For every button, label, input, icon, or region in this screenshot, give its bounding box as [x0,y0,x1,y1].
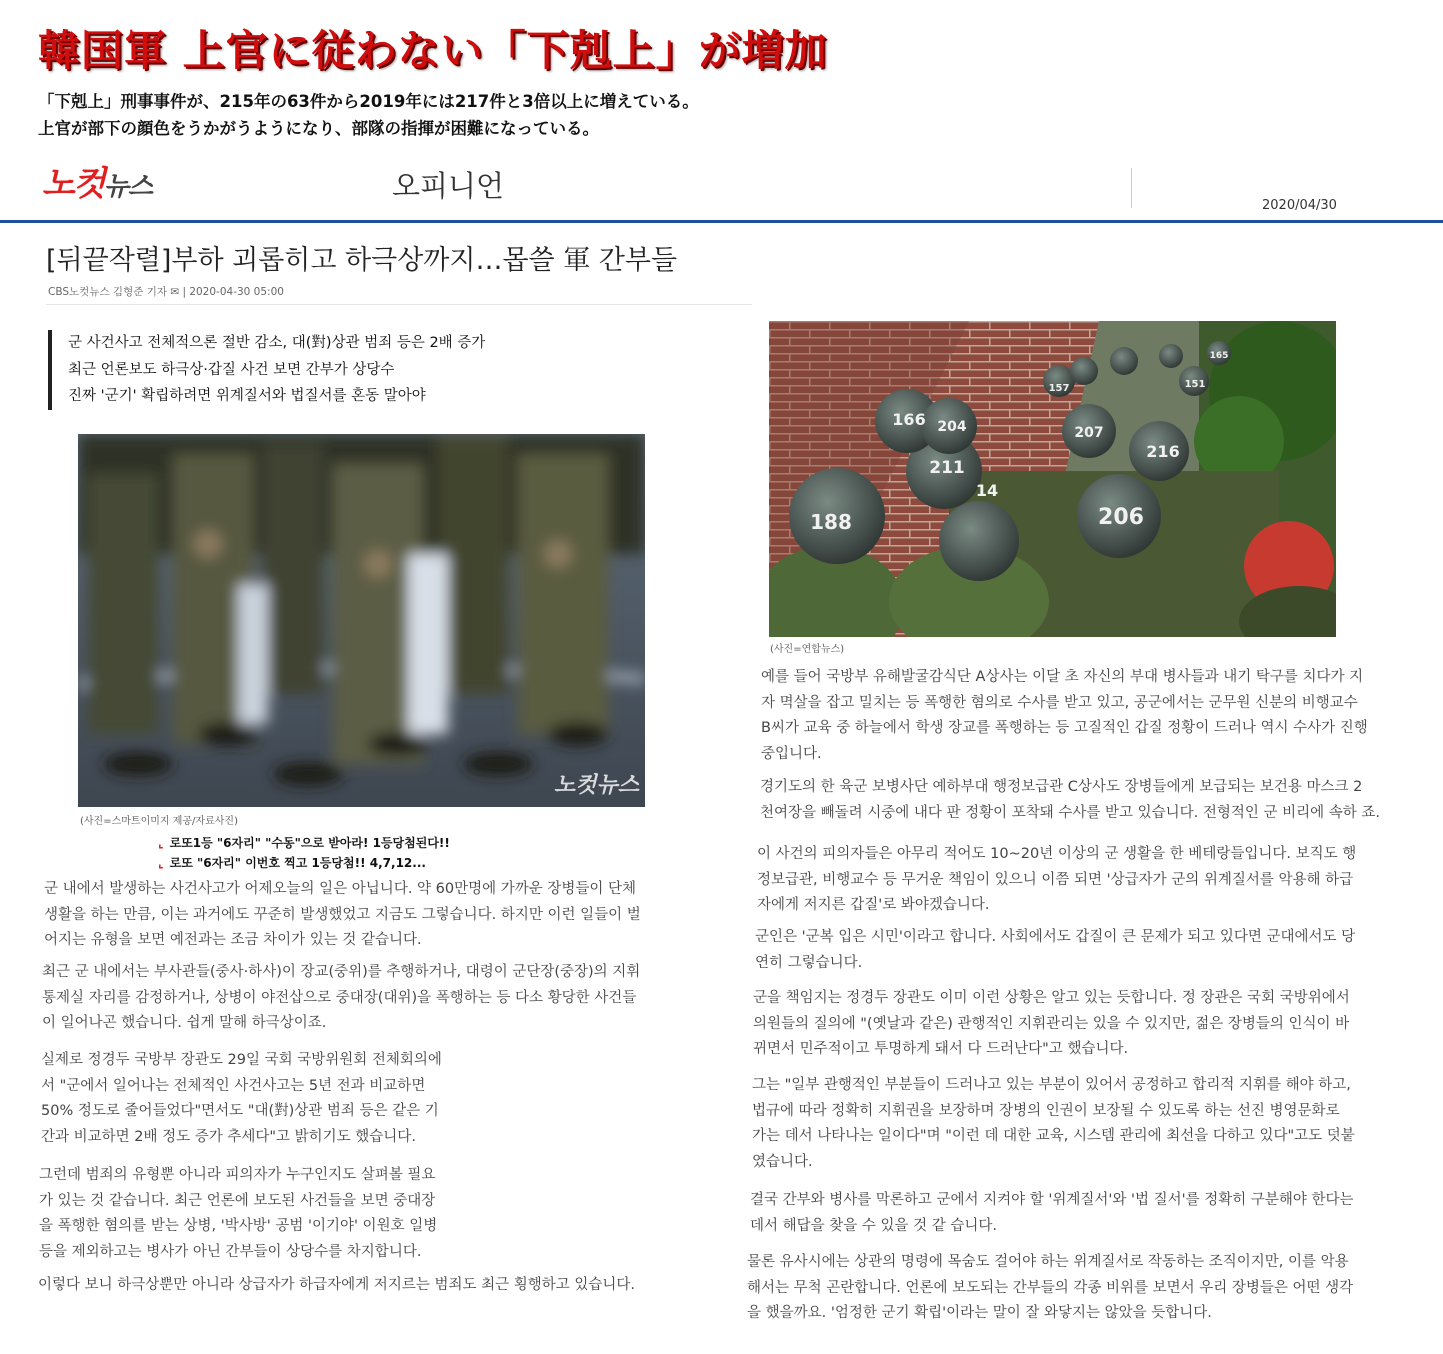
page-date: 2020/04/30 [1262,198,1337,213]
nocut-news-logo[interactable] [42,156,152,205]
photo-marching-soldiers [78,434,645,807]
photo2-caption: (사진=연합뉴스) [770,644,845,655]
related-link-1[interactable] [158,834,450,851]
text-line: 군을 책임지는 정경두 장관도 이미 이런 상황은 알고 있는 듯합니다. 정 장관은 국회 국방위에서 [753,990,1350,1006]
helmet-number: 216 [1146,442,1180,461]
article-byline: CBS노컷뉴스 김형준 기자 ✉ | 2020-04-30 05:00 [48,286,284,298]
photo-watermark: 노컷뉴스 [553,773,639,798]
text-line: 해서는 무척 곤란합니다. 언론에 보도되는 간부들의 각종 비위를 보면서 우리 장병들은 어떤 생각 [747,1279,1354,1296]
photo1-caption: (사진=스마트이미지 제공/자료사진) [80,816,238,827]
paragraph [755,925,1355,976]
helmet-number: 188 [810,510,852,534]
text-line: 중입니다. [761,745,822,762]
banner-line-2: 上官が部下の顔色をうかがうようになり、部隊の指揮が困難になっている。 [38,119,599,138]
text-line: 가는 데서 나타나는 일이다"며 "이런 데 대한 교육, 시스템 관리에 최선을 다하고 있다"고도 덧붙 [752,1128,1355,1144]
helmet-number: 14 [975,481,999,500]
text-line: 예를 들어 국방부 유해발굴감식단 A상사는 이달 초 자신의 부대 병사들과 내기 탁구를 치다가 지 [761,669,1364,685]
text-line: 데서 해답을 찾을 수 있을 것 같 습니다. [750,1217,997,1234]
section-title[interactable]: 오피니언 [392,169,505,203]
bullet-icon: ⌞ [158,836,164,850]
paragraph [760,775,1380,826]
paragraph [44,877,641,954]
text-line: 통제실 자리를 감정하거나, 상병이 야전삽으로 중대장(대위)을 폭행하는 등 다소 황당한 사건들 [42,989,637,1006]
related-link-text: 로또1등 "6자리" "수동"으로 받아라! 1등당첨된다!! [169,836,450,850]
text-line: 이 일어나곤 했습니다. 쉽게 말해 하극상이죠. [42,1015,327,1031]
helmet-number: 211 [929,458,965,478]
text-line: 군인은 '군복 입은 시민'이라고 합니다. 사회에서도 갑질이 큰 문제가 되고 있다면 군대에서도 당 [755,929,1356,945]
helmet-number: 151 [1184,379,1206,390]
text-line: 이렇다 보니 하극상뿐만 아니라 상급자가 하급자에게 저지르는 범죄도 최근 횡행하고 있습니다. [38,1277,635,1293]
text-line: 자 멱살을 잡고 밀치는 등 폭행한 혐의로 수사를 받고 있고, 공군에서는 군무원 신분의 비행교수 [761,694,1358,711]
header-divider [1131,168,1132,208]
paragraph [39,1163,437,1265]
text-line: 연히 그렇습니다. [755,954,863,971]
banner-title: 韓国軍 上官に従わない「下剋上」が増加 [38,26,828,75]
text-line: 결국 간부와 병사를 막론하고 군에서 지켜야 할 '위계질서'와 '법 질서'를 정확히 구분해야 한다는 [750,1192,1354,1208]
paragraph [41,1048,442,1150]
text-line: 경기도의 한 육군 보병사단 예하부대 행정보급관 C상사도 장병들에게 보급되는 보건용 마스크 2 [760,779,1363,795]
text-line: 간과 비교하면 2배 정도 증가 추세다"고 밝히기도 했습니다. [41,1128,416,1145]
text-line: 실제로 정경두 국방부 장관도 29일 국회 국방위원회 전체회의에 [41,1052,442,1068]
text-line: 군 내에서 발생하는 사건사고가 어제오늘의 일은 아닙니다. 약 60만명에 가까운 장병들이 단체 [44,881,637,897]
banner-line-1: 「下剋上」刑事事件が、215年の63件から2019年には217件と3倍以上に増えている。 [38,92,699,111]
text-line: 가 있는 것 같습니다. 최근 언론에 보도된 사건들을 보면 중대장 [39,1192,436,1209]
paragraph [747,1250,1353,1327]
paragraph [38,1273,635,1299]
helmet-number: 165 [1209,351,1229,361]
text-line: 생활을 하는 만큼, 이는 과거에도 꾸준히 발생했었고 지금도 그렇습니다. 하지만 이런 일들이 벌 [44,906,641,923]
logo-part-1: 노컷 [42,164,104,204]
paragraph [42,960,640,1037]
text-line: 였습니다. [752,1153,813,1170]
text-line: 천여장을 빼돌려 시중에 내다 판 정황이 포착돼 수사를 받고 있습니다. 전형적인 군 비리에 속하 죠. [760,804,1381,821]
logo-part-2: 뉴스 [103,172,152,202]
helmet-number: 206 [1098,505,1144,530]
text-line: 자에게 저지른 갑질'로 봐야겠습니다. [757,897,990,913]
text-line: 정보급관, 비행교수 등 무거운 책임이 있으니 이쯤 되면 '상급자가 군의 위계질서를 악용해 하급 [757,871,1354,888]
article-headline: [뒤끝작렬]부하 괴롭히고 하극상까지…몹쓸 軍 간부들 [46,245,678,276]
text-line: 법규에 따라 정확히 지휘권을 보장하며 장병의 인권이 보장될 수 있도록 하는 선진 병영문화로 [752,1102,1340,1119]
text-line: 뀌면서 민주적이고 투명하게 돼서 다 드러난다"고 했습니다. [753,1041,1129,1057]
photo-soldiers-helmets [769,321,1336,637]
paragraph [757,842,1356,919]
helmet-number: 204 [937,419,967,435]
text-line: 을 했을까요. '엄정한 군기 확립'이라는 말이 잘 와닿지는 않았을 듯합니다. [747,1305,1212,1321]
paragraph [753,986,1350,1063]
article-summary [48,330,708,410]
helmet-number: 166 [892,410,926,429]
text-line: 을 폭행한 혐의를 받는 상병, '박사방' 공범 '이기야' 이원호 일병 [39,1218,438,1234]
related-link-text: 로또 "6자리" 이번호 찍고 1등당첨!! 4,7,12... [169,856,426,870]
summary-line: 군 사건사고 전체적으론 절반 감소, 대(對)상관 범죄 등은 2배 증가 [68,335,486,351]
related-link-2[interactable] [158,854,426,871]
text-line: 이 사건의 피의자들은 아무리 적어도 10~20년 이상의 군 생활을 한 베테랑들입니다. 보직도 행 [757,846,1357,862]
text-line: 그는 "일부 관행적인 부분들이 드러나고 있는 부분이 있어서 공정하고 합리적 지휘를 해야 하고, [752,1077,1351,1093]
summary-line: 진짜 '군기' 확립하려면 위계질서와 법질서를 혼동 말아야 [68,388,426,404]
text-line: 그런데 범죄의 유형뿐 아니라 피의자가 누구인지도 살펴볼 필요 [39,1167,436,1183]
text-line: 등을 제외하고는 병사가 아닌 간부들이 상당수를 차지합니다. [39,1243,422,1260]
paragraph [752,1073,1355,1175]
text-line: 서 "군에서 일어나는 전체적인 사건사고는 5년 전과 비교하면 [41,1077,426,1094]
bullet-icon: ⌞ [158,856,164,870]
summary-line: 최근 언론보도 하극상·갑질 사건 보면 간부가 상당수 [68,361,395,378]
helmet-number: 157 [1048,383,1070,394]
text-line: 어지는 유형을 보면 예전과는 조금 차이가 있는 것 같습니다. [44,932,422,948]
text-line: 물론 유사시에는 상관의 명령에 목숨도 걸어야 하는 위계질서로 작동하는 조직이지만, 이를 악용 [747,1254,1349,1270]
text-line: 50% 정도로 줄어들었다"면서도 "대(對)상관 범죄 등은 같은 기 [41,1103,439,1119]
paragraph [750,1188,1354,1239]
helmet-number: 207 [1074,425,1104,441]
text-line: 의원들의 질의에 "(옛날과 같은) 관행적인 지휘관리는 있을 수 있지만, 젊은 장병들의 인식이 바 [753,1015,1350,1032]
byline-rule [46,304,752,305]
text-line: 최근 군 내에서는 부사관들(중사·하사)이 장교(중위)를 추행하거나, 대령이 군단장(중장)의 지휘 [42,964,641,980]
header-rule [0,220,1443,223]
text-line: B씨가 교육 중 하늘에서 학생 장교를 폭행하는 등 고질적인 갑질 정황이 드러나 역시 수사가 진행 [761,720,1368,736]
paragraph [761,665,1368,767]
